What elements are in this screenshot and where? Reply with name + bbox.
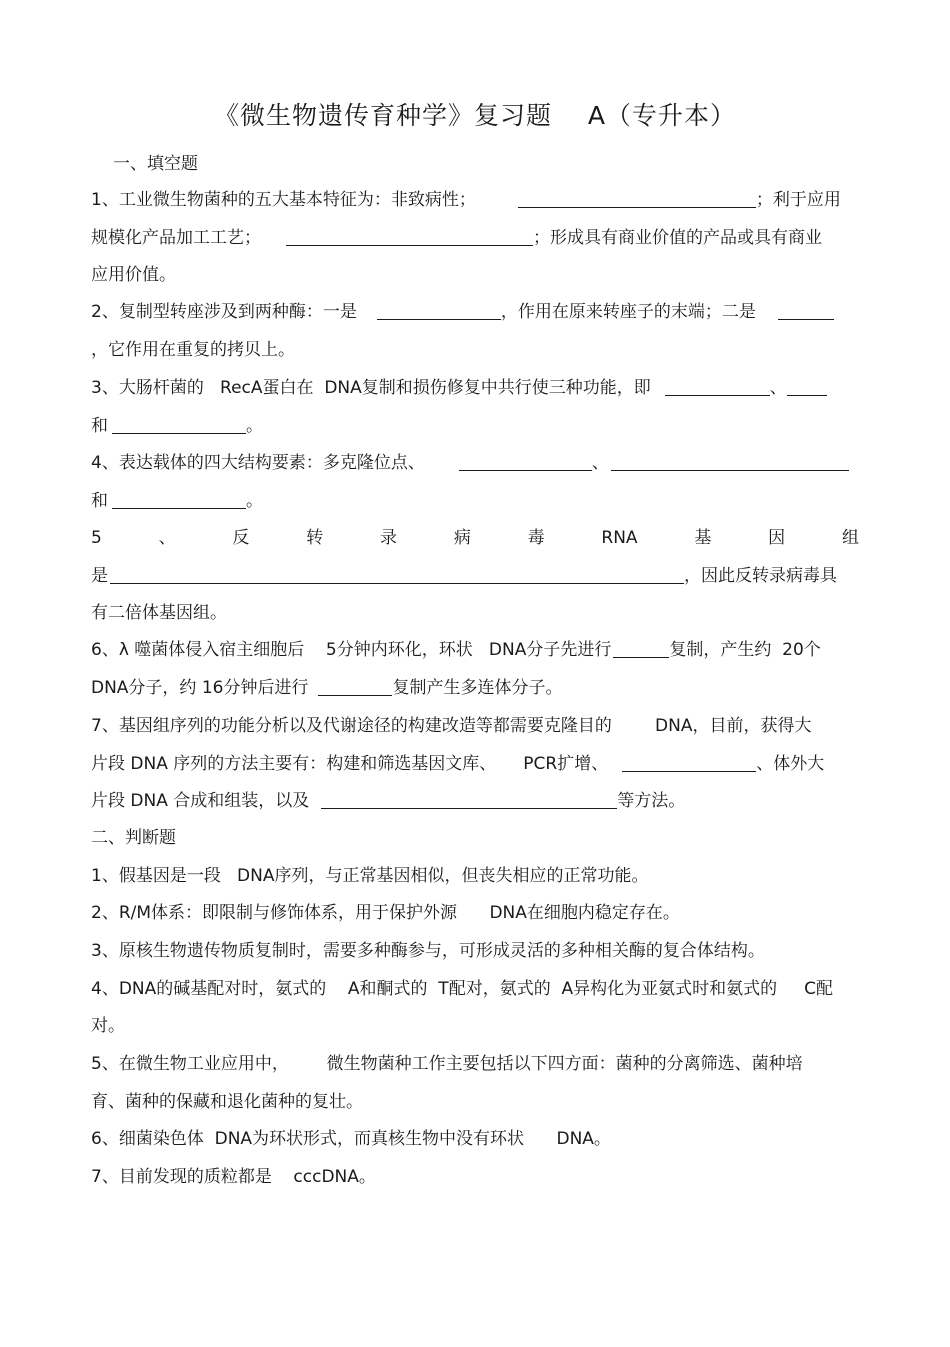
fill-question-5-line-1: 5 、 反 转 录 病 毒 RNA 基 因 组 [91,528,859,548]
answer-blank[interactable] [286,228,533,246]
answer-blank[interactable] [459,453,592,471]
answer-blank[interactable] [787,378,827,396]
fill-question-2-line-1: 2、复制型转座涉及到两种酶：一是 ，作用在原来转座子的末端；二是 [91,300,859,324]
fill-question-4-line-1: 4、表达载体的四大结构要素：多克隆位点、 、 [91,451,859,475]
section-heading-fill: 一、填空题 [113,154,198,174]
fill-question-5-line-2: 是 ，因此反转录病毒具 [91,566,837,586]
fill-question-2-line-2: ，它作用在重复的拷贝上。 [91,340,295,360]
answer-blank[interactable] [778,302,834,320]
judge-question-1: 1、假基因是一段 DNA序列，与正常基因相似，但丧失相应的正常功能。 [91,866,649,886]
answer-blank[interactable] [518,190,756,208]
fill-question-1-line-3: 应用价值。 [91,265,176,285]
document-title: 《微生物遗传育种学》复习题 A（专升本） [214,101,736,130]
judge-question-2: 2、R/M体系：即限制与修饰体系，用于保护外源 DNA在细胞内稳定存在。 [91,903,680,923]
answer-blank[interactable] [318,678,392,696]
fill-question-6-line-2: DNA分子，约 16分钟后进行 复制产生多连体分子。 [91,678,563,698]
answer-blank[interactable] [110,566,684,584]
answer-blank[interactable] [611,453,849,471]
fill-question-1-line-1: 1、工业微生物菌种的五大基本特征为：非致病性； ；利于应用 [91,190,841,210]
fill-question-1-line-2: 规模化产品加工工艺； ；形成具有商业价值的产品或具有商业 [91,228,822,248]
judge-question-5-line-1: 5、在微生物工业应用中， 微生物菌种工作主要包括以下四方面：菌种的分离筛选、菌种培 [91,1054,803,1074]
answer-blank[interactable] [665,378,770,396]
answer-blank[interactable] [321,791,617,809]
fill-question-5-line-3: 有二倍体基因组。 [91,603,227,623]
fill-question-7-line-3: 片段 DNA 合成和组装，以及 等方法。 [91,791,686,811]
judge-question-7: 7、目前发现的质粒都是 cccDNA。 [91,1167,376,1187]
answer-blank[interactable] [613,640,669,658]
judge-question-3: 3、原核生物遗传物质复制时，需要多种酶参与，可形成灵活的多种相关酶的复合体结构。 [91,941,765,961]
fill-question-3-line-1: 3、大肠杆菌的 RecA蛋白在 DNA复制和损伤修复中共行使三种功能，即 、 [91,376,859,400]
judge-question-6: 6、细菌染色体 DNA为环状形式，而真核生物中没有环状 DNA。 [91,1129,611,1149]
fill-question-6-line-1: 6、λ 噬菌体侵入宿主细胞后 5分钟内环化，环状 DNA分子先进行 复制，产生约 20个 [91,640,821,660]
fill-question-7-line-1: 7、基因组序列的功能分析以及代谢途径的构建改造等都需要克隆目的 DNA，目前，获得大 [91,716,812,736]
answer-blank[interactable] [112,416,246,434]
judge-question-4-line-1: 4、DNA的碱基配对时，氨式的 A和酮式的 T配对，氨式的 A异构化为亚氨式时和氨式的 C配 [91,979,834,999]
fill-question-3-line-2: 和 。 [91,416,263,436]
fill-question-7-line-2: 片段 DNA 序列的方法主要有：构建和筛选基因文库、 PCR扩增、 、体外大 [91,754,825,774]
answer-blank[interactable] [377,302,501,320]
section-heading-judge: 二、判断题 [91,828,176,848]
answer-blank[interactable] [112,491,246,509]
judge-question-4-line-2: 对。 [91,1016,125,1036]
answer-blank[interactable] [622,754,756,772]
fill-question-4-line-2: 和 。 [91,491,263,511]
judge-question-5-line-2: 育、菌种的保藏和退化菌种的复壮。 [91,1092,363,1112]
